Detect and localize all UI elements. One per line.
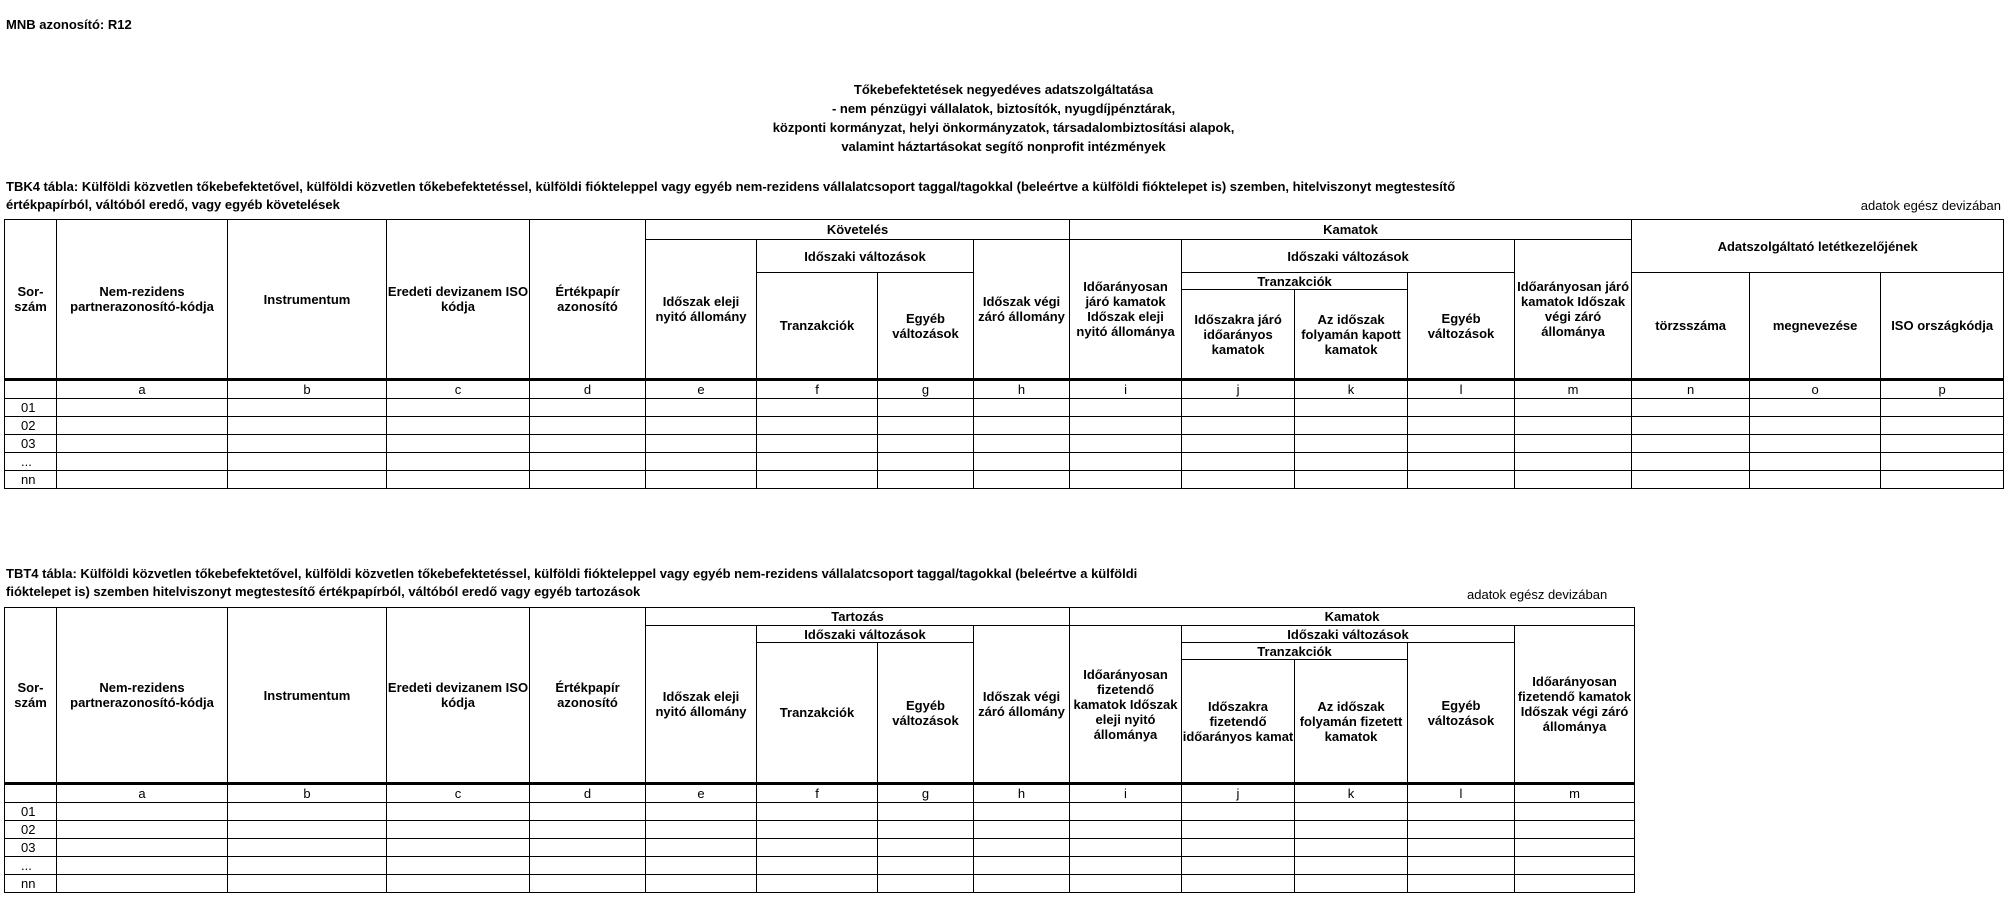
data-cell[interactable] bbox=[1408, 857, 1515, 875]
row-number: 01 bbox=[5, 399, 57, 417]
column-letter: c bbox=[387, 784, 530, 803]
data-cell[interactable] bbox=[646, 857, 757, 875]
column-letter: l bbox=[1408, 784, 1515, 803]
data-cell[interactable] bbox=[1182, 435, 1295, 453]
header-group-interest: Kamatok bbox=[1070, 608, 1635, 626]
data-cell[interactable] bbox=[1408, 417, 1515, 435]
data-cell[interactable] bbox=[878, 875, 974, 893]
data-cell[interactable] bbox=[1182, 453, 1295, 471]
row-number: ... bbox=[5, 857, 57, 875]
data-cell[interactable] bbox=[1881, 471, 2004, 489]
data-cell[interactable] bbox=[1295, 453, 1408, 471]
data-cell[interactable] bbox=[57, 435, 228, 453]
data-cell[interactable] bbox=[1408, 821, 1515, 839]
data-cell[interactable] bbox=[1408, 875, 1515, 893]
data-cell[interactable] bbox=[757, 839, 878, 857]
column-letter: h bbox=[974, 380, 1070, 399]
tbt4-unit: adatok egész devizában bbox=[1467, 587, 1608, 602]
data-cell[interactable] bbox=[1295, 435, 1408, 453]
data-cell[interactable] bbox=[974, 857, 1070, 875]
data-cell[interactable] bbox=[57, 857, 228, 875]
table-row bbox=[5, 417, 2004, 435]
data-cell[interactable] bbox=[1295, 417, 1408, 435]
header-i: Időarányosan járó kamatok Időszak eleji nyitó állománya bbox=[1070, 240, 1182, 380]
data-cell[interactable] bbox=[878, 803, 974, 821]
data-cell[interactable] bbox=[530, 435, 646, 453]
header-partner-code: Nem-rezidens partnerazonosító-kódja bbox=[57, 220, 228, 380]
data-cell[interactable] bbox=[1515, 857, 1635, 875]
data-cell[interactable] bbox=[530, 857, 646, 875]
data-cell[interactable] bbox=[974, 471, 1070, 489]
mnb-identifier: MNB azonosító: R12 bbox=[6, 17, 132, 32]
data-cell[interactable] bbox=[1881, 435, 2004, 453]
header-group-claims: Követelés bbox=[646, 220, 1070, 240]
data-cell[interactable] bbox=[757, 417, 878, 435]
data-cell[interactable] bbox=[228, 839, 387, 857]
data-cell[interactable] bbox=[974, 417, 1070, 435]
data-cell[interactable] bbox=[1881, 417, 2004, 435]
data-cell[interactable] bbox=[1515, 471, 1632, 489]
column-letter: l bbox=[1408, 380, 1515, 399]
header-periodic-changes-interest: Időszaki változások bbox=[1182, 626, 1515, 643]
data-cell[interactable] bbox=[1408, 399, 1515, 417]
tbt4-caption bbox=[6, 565, 1137, 601]
data-cell[interactable] bbox=[1182, 857, 1295, 875]
header-periodic-changes: Időszaki változások bbox=[757, 240, 974, 273]
table-row bbox=[5, 857, 1635, 875]
data-cell[interactable] bbox=[228, 471, 387, 489]
data-cell[interactable] bbox=[1182, 399, 1295, 417]
data-cell[interactable] bbox=[757, 453, 878, 471]
data-cell[interactable] bbox=[530, 453, 646, 471]
header-group-custodian: Adatszolgáltató letétkezelőjének bbox=[1632, 220, 2004, 273]
data-cell[interactable] bbox=[1295, 803, 1408, 821]
data-cell[interactable] bbox=[1515, 453, 1632, 471]
row-number: nn bbox=[5, 875, 57, 893]
column-letter: k bbox=[1295, 784, 1408, 803]
tbk4-unit: adatok egész devizában bbox=[1860, 198, 2001, 213]
header-h: Időszak végi záró állomány bbox=[974, 626, 1070, 784]
data-cell[interactable] bbox=[646, 875, 757, 893]
data-cell[interactable] bbox=[757, 471, 878, 489]
header-n: törzsszáma bbox=[1632, 273, 1750, 380]
column-letter: a bbox=[57, 380, 228, 399]
column-letter: g bbox=[878, 380, 974, 399]
row-number: 03 bbox=[5, 839, 57, 857]
tbt4-caption-line: fióktelepet is) szemben hitelviszonyt megtestesítő értékpapírból, váltóból eredő vagy egyéb tartozások bbox=[6, 584, 641, 599]
header-l: Egyéb változások bbox=[1408, 643, 1515, 784]
column-letter: m bbox=[1515, 380, 1632, 399]
data-cell[interactable] bbox=[1515, 803, 1635, 821]
data-cell[interactable] bbox=[387, 417, 530, 435]
data-cell[interactable] bbox=[974, 435, 1070, 453]
data-cell[interactable] bbox=[757, 803, 878, 821]
data-cell[interactable] bbox=[530, 399, 646, 417]
tbt4-table bbox=[4, 607, 1635, 893]
data-cell[interactable] bbox=[57, 399, 228, 417]
table-row bbox=[5, 399, 2004, 417]
data-cell[interactable] bbox=[974, 399, 1070, 417]
data-cell[interactable] bbox=[530, 821, 646, 839]
data-cell[interactable] bbox=[1515, 821, 1635, 839]
data-cell[interactable] bbox=[57, 471, 228, 489]
header-instrument: Instrumentum bbox=[228, 220, 387, 380]
column-letter: i bbox=[1070, 784, 1182, 803]
data-cell[interactable] bbox=[878, 453, 974, 471]
data-cell[interactable] bbox=[974, 803, 1070, 821]
header-g: Egyéb változások bbox=[878, 273, 974, 380]
header-k: Az időszak folyamán kapott kamatok bbox=[1295, 290, 1408, 380]
data-cell[interactable] bbox=[57, 417, 228, 435]
table-row bbox=[5, 821, 1635, 839]
data-cell[interactable] bbox=[228, 453, 387, 471]
column-letter: f bbox=[757, 784, 878, 803]
header-p: ISO országkódja bbox=[1881, 273, 2004, 380]
data-cell[interactable] bbox=[1070, 435, 1182, 453]
header-currency-iso: Eredeti devizanem ISO kódja bbox=[387, 608, 530, 784]
data-cell[interactable] bbox=[1070, 803, 1182, 821]
data-cell[interactable] bbox=[1070, 821, 1182, 839]
header-h: Időszak végi záró állomány bbox=[974, 240, 1070, 380]
data-cell[interactable] bbox=[646, 471, 757, 489]
data-cell[interactable] bbox=[1750, 417, 1881, 435]
data-cell[interactable] bbox=[57, 875, 228, 893]
row-number: 02 bbox=[5, 417, 57, 435]
data-cell[interactable] bbox=[878, 435, 974, 453]
tbt4-body bbox=[5, 803, 1635, 893]
data-cell[interactable] bbox=[228, 803, 387, 821]
header-periodic-changes: Időszaki változások bbox=[757, 626, 974, 643]
header-m: Időarányosan járó kamatok Időszak végi záró állománya bbox=[1515, 240, 1632, 380]
data-cell[interactable] bbox=[530, 875, 646, 893]
column-letter: a bbox=[57, 784, 228, 803]
header-o: megnevezése bbox=[1750, 273, 1881, 380]
data-cell[interactable] bbox=[387, 453, 530, 471]
header-j: Időszakra fizetendő időarányos kamat bbox=[1182, 660, 1295, 784]
data-cell[interactable] bbox=[646, 417, 757, 435]
title-line: valamint háztartásokat segítő nonprofit intézmények bbox=[841, 139, 1166, 154]
data-cell[interactable] bbox=[878, 471, 974, 489]
header-f: Tranzakciók bbox=[757, 273, 878, 380]
data-cell[interactable] bbox=[1408, 435, 1515, 453]
tbk4-caption-line: TBK4 tábla: Külföldi közvetlen tőkebefektetővel, külföldi közvetlen tőkebefektetéssel, külföldi fióktelеppel vagy egyéb nem-rezidens vállalatcsoport taggal/tagokkal (beleértve a külföldi fióktelepet is) szemben, hitelviszonyt megtestesítő bbox=[6, 179, 1456, 194]
column-letter: i bbox=[1070, 380, 1182, 399]
data-cell[interactable] bbox=[387, 803, 530, 821]
header-partner-code: Nem-rezidens partnerazonosító-kódja bbox=[57, 608, 228, 784]
column-letter: n bbox=[1632, 380, 1750, 399]
column-letter: o bbox=[1750, 380, 1881, 399]
tbk4-body bbox=[5, 399, 2004, 489]
data-cell[interactable] bbox=[1632, 435, 1750, 453]
data-cell[interactable] bbox=[878, 821, 974, 839]
data-cell[interactable] bbox=[1182, 839, 1295, 857]
row-number: 01 bbox=[5, 803, 57, 821]
table-row bbox=[5, 471, 2004, 489]
data-cell[interactable] bbox=[757, 399, 878, 417]
table-row bbox=[5, 435, 2004, 453]
data-cell[interactable] bbox=[1295, 821, 1408, 839]
column-letter: f bbox=[757, 380, 878, 399]
data-cell[interactable] bbox=[1632, 471, 1750, 489]
letter-blank bbox=[5, 784, 57, 803]
data-cell[interactable] bbox=[974, 839, 1070, 857]
data-cell[interactable] bbox=[1182, 821, 1295, 839]
row-number: nn bbox=[5, 471, 57, 489]
header-l: Egyéb változások bbox=[1408, 273, 1515, 380]
header-k: Az időszak folyamán fizetett kamatok bbox=[1295, 660, 1408, 784]
data-cell[interactable] bbox=[1515, 875, 1635, 893]
data-cell[interactable] bbox=[646, 803, 757, 821]
data-cell[interactable] bbox=[1515, 435, 1632, 453]
data-cell[interactable] bbox=[228, 417, 387, 435]
data-cell[interactable] bbox=[1182, 803, 1295, 821]
data-cell[interactable] bbox=[1750, 471, 1881, 489]
column-letter: c bbox=[387, 380, 530, 399]
data-cell[interactable] bbox=[757, 435, 878, 453]
table-row bbox=[5, 875, 1635, 893]
header-sorszam: Sor-szám bbox=[5, 608, 57, 784]
header-transactions-group: Tranzakciók bbox=[1182, 273, 1408, 290]
data-cell[interactable] bbox=[530, 417, 646, 435]
data-cell[interactable] bbox=[757, 857, 878, 875]
header-group-liabilities: Tartozás bbox=[646, 608, 1070, 626]
column-letter: m bbox=[1515, 784, 1635, 803]
data-cell[interactable] bbox=[974, 453, 1070, 471]
data-cell[interactable] bbox=[878, 417, 974, 435]
table-row bbox=[5, 803, 1635, 821]
data-cell[interactable] bbox=[1632, 399, 1750, 417]
data-cell[interactable] bbox=[646, 399, 757, 417]
data-cell[interactable] bbox=[57, 839, 228, 857]
data-cell[interactable] bbox=[878, 839, 974, 857]
data-cell[interactable] bbox=[1070, 417, 1182, 435]
data-cell[interactable] bbox=[228, 435, 387, 453]
header-transactions-group: Tranzakciók bbox=[1182, 643, 1408, 660]
data-cell[interactable] bbox=[646, 839, 757, 857]
data-cell[interactable] bbox=[57, 453, 228, 471]
data-cell[interactable] bbox=[1632, 417, 1750, 435]
header-periodic-changes-interest: Időszaki változások bbox=[1182, 240, 1515, 273]
data-cell[interactable] bbox=[1070, 399, 1182, 417]
tbk4-caption-line: értékpapírból, váltóból eredő, vagy egyéb követelések bbox=[6, 197, 340, 212]
tbt4-caption-line: TBT4 tábla: Külföldi közvetlen tőkebefektetővel, külföldi közvetlen tőkebefektetéssel, külföldi fiókteleppel vagy egyéb nem-rezidens vállalatcsoport taggal/tagokkal (beleértve a külföldi bbox=[6, 566, 1138, 581]
data-cell[interactable] bbox=[530, 839, 646, 857]
header-security-id: Értékpapír azonosító bbox=[530, 220, 646, 380]
data-cell[interactable] bbox=[646, 821, 757, 839]
header-e: Időszak eleji nyitó állomány bbox=[646, 240, 757, 380]
data-cell[interactable] bbox=[878, 399, 974, 417]
data-cell[interactable] bbox=[974, 821, 1070, 839]
title-line: - nem pénzügyi vállalatok, biztosítók, nyugdíjpénztárak, bbox=[831, 101, 1176, 116]
data-cell[interactable] bbox=[228, 875, 387, 893]
data-cell[interactable] bbox=[646, 453, 757, 471]
data-cell[interactable] bbox=[387, 875, 530, 893]
tbk4-caption bbox=[6, 178, 1455, 214]
column-letter: g bbox=[878, 784, 974, 803]
column-letter: e bbox=[646, 380, 757, 399]
data-cell[interactable] bbox=[387, 435, 530, 453]
data-cell[interactable] bbox=[228, 821, 387, 839]
data-cell[interactable] bbox=[1408, 471, 1515, 489]
title-line: Tőkebefektetések negyedéves adatszolgáltatása bbox=[853, 82, 1154, 97]
data-cell[interactable] bbox=[1750, 399, 1881, 417]
column-letter: j bbox=[1182, 380, 1295, 399]
header-g: Egyéb változások bbox=[878, 643, 974, 784]
column-letter: b bbox=[228, 380, 387, 399]
column-letter: h bbox=[974, 784, 1070, 803]
data-cell[interactable] bbox=[1182, 471, 1295, 489]
data-cell[interactable] bbox=[1070, 453, 1182, 471]
data-cell[interactable] bbox=[387, 399, 530, 417]
column-letter: e bbox=[646, 784, 757, 803]
header-e: Időszak eleji nyitó állomány bbox=[646, 626, 757, 784]
row-number: 02 bbox=[5, 821, 57, 839]
data-cell[interactable] bbox=[387, 471, 530, 489]
header-group-interest: Kamatok bbox=[1070, 220, 1632, 240]
column-letter: b bbox=[228, 784, 387, 803]
column-letter: d bbox=[530, 784, 646, 803]
title-line: központi kormányzat, helyi önkormányzatok, társadalombiztosítási alapok, bbox=[772, 120, 1235, 135]
data-cell[interactable] bbox=[1750, 435, 1881, 453]
header-m: Időarányosan fizetendő kamatok Időszak végi záró állománya bbox=[1515, 626, 1635, 784]
data-cell[interactable] bbox=[1295, 839, 1408, 857]
data-cell[interactable] bbox=[757, 875, 878, 893]
column-letter: k bbox=[1295, 380, 1408, 399]
column-letter: p bbox=[1881, 380, 2004, 399]
data-cell[interactable] bbox=[1295, 875, 1408, 893]
header-currency-iso: Eredeti devizanem ISO kódja bbox=[387, 220, 530, 380]
data-cell[interactable] bbox=[57, 803, 228, 821]
data-cell[interactable] bbox=[1070, 471, 1182, 489]
header-j: Időszakra járó időarányos kamatok bbox=[1182, 290, 1295, 380]
data-cell[interactable] bbox=[646, 435, 757, 453]
data-cell[interactable] bbox=[1881, 453, 2004, 471]
column-letter: d bbox=[530, 380, 646, 399]
data-cell[interactable] bbox=[530, 803, 646, 821]
row-number: 03 bbox=[5, 435, 57, 453]
data-cell[interactable] bbox=[1182, 875, 1295, 893]
column-letter: j bbox=[1182, 784, 1295, 803]
data-cell[interactable] bbox=[57, 821, 228, 839]
data-cell[interactable] bbox=[387, 839, 530, 857]
data-cell[interactable] bbox=[1070, 857, 1182, 875]
table-row bbox=[5, 839, 1635, 857]
data-cell[interactable] bbox=[387, 821, 530, 839]
data-cell[interactable] bbox=[228, 857, 387, 875]
header-sorszam: Sor-szám bbox=[5, 220, 57, 380]
table-row bbox=[5, 453, 2004, 471]
header-i: Időarányosan fizetendő kamatok Időszak eleji nyitó állománya bbox=[1070, 626, 1182, 784]
data-cell[interactable] bbox=[1182, 417, 1295, 435]
header-instrument: Instrumentum bbox=[228, 608, 387, 784]
row-number: ... bbox=[5, 453, 57, 471]
data-cell[interactable] bbox=[1881, 399, 2004, 417]
data-cell[interactable] bbox=[757, 821, 878, 839]
data-cell[interactable] bbox=[1515, 839, 1635, 857]
data-cell[interactable] bbox=[878, 857, 974, 875]
data-cell[interactable] bbox=[1408, 453, 1515, 471]
data-cell[interactable] bbox=[1070, 875, 1182, 893]
data-cell[interactable] bbox=[1295, 857, 1408, 875]
header-f: Tranzakciók bbox=[757, 643, 878, 784]
data-cell[interactable] bbox=[1408, 803, 1515, 821]
data-cell[interactable] bbox=[1515, 399, 1632, 417]
data-cell[interactable] bbox=[1750, 453, 1881, 471]
data-cell[interactable] bbox=[530, 471, 646, 489]
tbk4-table bbox=[4, 219, 2004, 489]
report-title bbox=[0, 80, 2007, 156]
data-cell[interactable] bbox=[228, 399, 387, 417]
data-cell[interactable] bbox=[1515, 417, 1632, 435]
letter-blank bbox=[5, 380, 57, 399]
data-cell[interactable] bbox=[1632, 453, 1750, 471]
header-security-id: Értékpapír azonosító bbox=[530, 608, 646, 784]
data-cell[interactable] bbox=[387, 857, 530, 875]
data-cell[interactable] bbox=[1295, 471, 1408, 489]
data-cell[interactable] bbox=[974, 875, 1070, 893]
data-cell[interactable] bbox=[1408, 839, 1515, 857]
data-cell[interactable] bbox=[1070, 839, 1182, 857]
data-cell[interactable] bbox=[1295, 399, 1408, 417]
